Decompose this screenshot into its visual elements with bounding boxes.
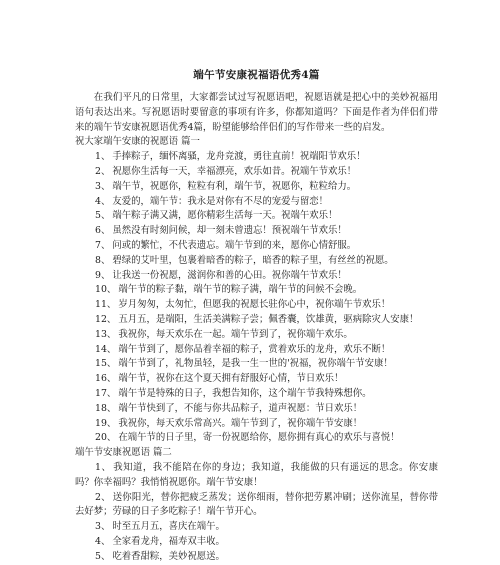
list-item-number: 2、 (95, 491, 111, 503)
list-item-number: 2、 (95, 165, 111, 177)
list-item (75, 150, 438, 165)
list-item-text: 五月五，是端阳，生活美满粽子尝；佩香囊，饮雄黄，驱病除灾人安康！ (118, 313, 419, 325)
list-item-text: 问或的繁忙，不代表遗忘。端午节到的来，愿你心情舒服。 (112, 239, 357, 251)
list-item-text: 端午节快到了，不能与你共品粽子，道声祝愿：节日欢乐！ (118, 402, 363, 414)
list-item-number: 4、 (95, 535, 111, 547)
list-item (75, 328, 438, 343)
list-item-text: 让我送一份祝愿，滋润你和善的心田。祝你端午节欢乐！ (112, 269, 347, 281)
list-item-text: 在端午节的日子里，寄一份祝愿给你，愿你拥有真心的欢乐与喜悦！ (118, 432, 400, 444)
list-item (75, 209, 438, 224)
list-item-number: 10、 (95, 284, 117, 296)
list-item-text: 端午节是特殊的日子，我想告知你，这个端午节我特殊想你。 (118, 387, 372, 399)
list-item (75, 357, 438, 372)
list-item-number: 5、 (95, 210, 111, 222)
list-item-text: 我祝你，每天欢乐在一起。端午节到了，祝你端午欢乐。 (118, 328, 353, 340)
list-item-number: 13、 (95, 328, 117, 340)
list-item (75, 283, 438, 298)
list-item-text: 我祝你，每天欢乐常高兴。端午节到了，祝你端午节安康！ (118, 417, 363, 429)
list-item (75, 269, 438, 284)
list-item-number: 20、 (95, 432, 117, 444)
list-item-text: 碧绿的艾叶里，包裹着暗香的粽子，暗香的粽子里，有丝丝的祝愿。 (112, 254, 394, 266)
list-item-number: 8、 (95, 254, 111, 266)
list-item (75, 372, 438, 387)
list-item-text: 端午节，祝愿你，粒粒有利，端午节，祝愿你，粒粒给力。 (112, 180, 357, 192)
list-item-text: 我知道，我不能陪在你的身边；我知道，我能做的只有遥远的思念。你安康吗？你幸福吗？我悄悄祝愿你。端午节安康！ (75, 461, 438, 488)
list-item-text: 端午节到了，礼物虽轻，是我一生一世的'祝福，祝你端午节安康！ (118, 358, 393, 370)
list-item (75, 402, 438, 417)
section-heading: 祝大家端午安康的祝愿语 篇一 (75, 136, 200, 148)
list-item-number: 17、 (95, 387, 117, 399)
list-item-number: 11、 (95, 299, 117, 311)
list-item (75, 417, 438, 432)
list-item-text: 端午粽子满又满，愿你精彩生活每一天。祝端午欢乐！ (112, 210, 338, 222)
list-item-text: 端午节到了，愿你品着幸福的粽子，赏着欢乐的龙舟，欢乐不断！ (118, 343, 391, 355)
list-item (75, 224, 438, 239)
list-item-number: 1、 (95, 461, 112, 473)
list-item (75, 550, 438, 565)
list-item (75, 298, 438, 313)
list-item (75, 313, 438, 328)
list-item-number: 14、 (95, 343, 117, 355)
list-item-text: 岁月匆匆，太匆忙，但愿我的祝愿长驻你心中，祝你端午节欢乐！ (118, 299, 391, 311)
list-item (75, 461, 438, 491)
list-item-text: 友爱的，端午节：我永是对你有不尽的宠爱与留恋！ (112, 195, 328, 207)
list-item-text: 送你阳光，替你把疲乏蒸发；送你细雨，替你把劳累冲刷；送你流星，替你带去好梦；劳碌的日子多吃粽子！端午节开心。 (75, 491, 438, 518)
list-item-text: 端午节，祝你在这个夏天拥有舒服好心情，节日欢乐！ (118, 373, 344, 385)
list-item (75, 343, 438, 358)
list-item-text: 虽然没有时刻问候，却一刻未曾遗忘！预祝端午节欢乐！ (112, 225, 347, 237)
list-item-text: 端午节的粽子黏，端午节的粽子满，端午节的问候不会晚。 (118, 284, 363, 296)
section-heading: 端午节安康祝愿语 篇二 (75, 447, 172, 459)
list-item-number: 7、 (95, 239, 111, 251)
list-item-number: 5、 (95, 550, 111, 562)
list-item-text: 手捧粽子，缅怀离骚，龙舟竞渡，勇往直前！祝端阳节欢乐！ (112, 151, 366, 163)
list-item (75, 180, 438, 195)
list-item-number: 9、 (95, 269, 111, 281)
list-item-text: 全家看龙舟，福寿双丰收。 (112, 535, 225, 547)
document-title: 端午节安康祝福语优秀4篇 (193, 69, 320, 81)
list-item-number: 4、 (95, 195, 111, 207)
list-item-number: 3、 (95, 180, 111, 192)
list-item-number: 3、 (95, 521, 111, 533)
document-body (75, 135, 438, 564)
list-item (75, 165, 438, 180)
intro-paragraph: 在我们平凡的日常里，大家都尝试过写祝愿语吧，祝愿语就是把心中的美妙祝福用语句表达出来。写祝愿语时要留意的事项有许多，你都知道吗？下面是作者为伴侣们带来的端午节安康祝愿语优秀4篇，盼望能够给伴侣们的写作带来一些的启发。 (75, 92, 438, 133)
list-item (75, 195, 438, 210)
list-item (75, 387, 438, 402)
list-item (75, 431, 438, 446)
list-item (75, 491, 438, 521)
list-item-text: 吃着香甜粽，美妙祝愿送。 (112, 550, 225, 562)
list-item (75, 254, 438, 269)
list-item-number: 12、 (95, 313, 117, 325)
list-item-number: 6、 (95, 225, 111, 237)
list-item-number: 16、 (95, 373, 117, 385)
list-item-text: 时至五月五，喜庆在端午。 (112, 521, 225, 533)
list-item-number: 1、 (95, 151, 111, 163)
list-item (75, 520, 438, 535)
list-item (75, 239, 438, 254)
list-item-text: 祝愿你生活每一天，幸福漂亮，欢乐如昔。祝端午节欢乐！ (112, 165, 357, 177)
list-item-number: 19、 (95, 417, 117, 429)
list-item-number: 18、 (95, 402, 117, 414)
list-item (75, 535, 438, 550)
list-item-number: 15、 (95, 358, 117, 370)
